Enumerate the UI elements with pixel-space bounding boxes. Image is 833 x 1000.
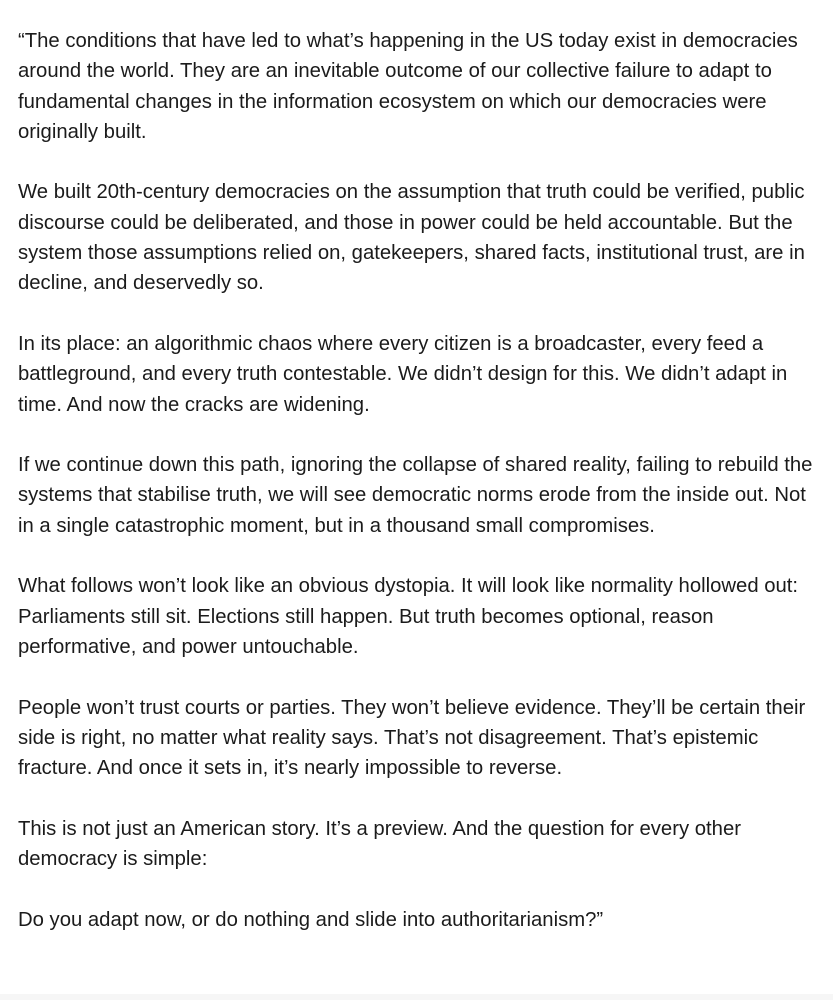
paragraph-continue-path: If we continue down this path, ignoring the collapse of shared reality, failing to rebuild the systems that stabilise truth, we will see democratic norms erode from the inside out. Not in a single catastrophic moment, but in a thousand small compromises. — [18, 454, 813, 537]
paragraph-epistemic-fracture: People won’t trust courts or parties. They won’t believe evidence. They’ll be certain their side is right, no matter what reality says. That’s not disagreement. That’s epistemic fracture. And once it sets in, it’s nearly impossible to reverse. — [18, 696, 806, 780]
bottom-divider — [0, 994, 833, 1000]
paragraph-what-follows: What follows won’t look like an obvious dystopia. It will look like normality hollowed out: Parliaments still sit. Elections still happen. But truth becomes optional, reason performative, and power untouchable. — [18, 575, 799, 658]
quoted-post-text — [18, 26, 818, 935]
paragraph-conditions: “The conditions that have led to what’s happening in the US today exist in democracies around the world. They are an inevitable outcome of our collective failure to adapt to fundamental changes in the information ecosystem on which our democracies were originally built. — [18, 30, 798, 143]
paragraph-assumptions: We built 20th-century democracies on the assumption that truth could be verified, public discourse could be deliberated, and those in power could be held accountable. But the system those assumptions relied on, gatekeepers, shared facts, institutional trust, are in decline, and deservedly so. — [18, 181, 805, 295]
paragraph-american-story: This is not just an American story. It’s a preview. And the question for every other democracy is simple: — [18, 817, 741, 871]
paragraph-closing-question: Do you adapt now, or do nothing and slide into authoritarianism?” — [18, 908, 604, 931]
paragraph-algorithmic-chaos: In its place: an algorithmic chaos where every citizen is a broadcaster, every feed a battleground, and every truth contestable. We didn’t design for this. We didn’t adapt in time. And now the cracks are widening. — [18, 332, 788, 416]
